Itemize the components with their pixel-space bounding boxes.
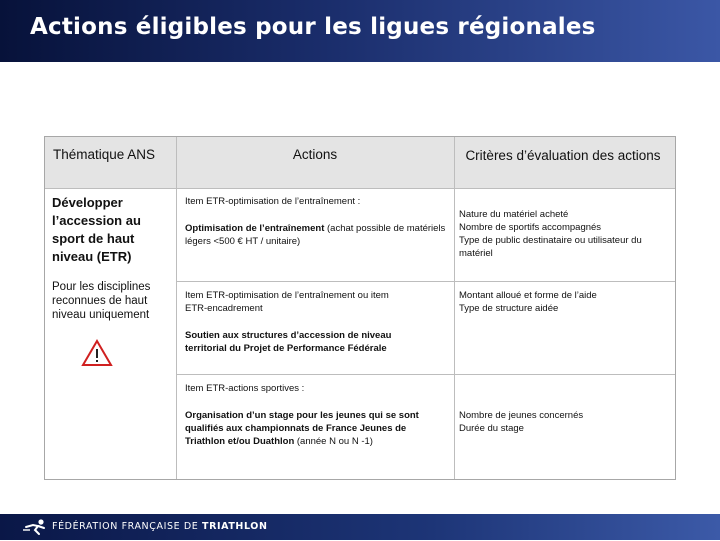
- row-divider: [176, 281, 675, 282]
- criteria-row-1: [459, 208, 669, 260]
- theme-title: Développer l’accession au sport de haut niveau (ETR): [52, 195, 141, 264]
- row-divider: [176, 374, 675, 375]
- footer-bar: [0, 514, 720, 540]
- action-title: Item ETR-optimisation de l’entraînement ou item ETR-encadrement: [185, 290, 389, 314]
- action-detail: (achat possible de matériels légers <500 € HT / unitaire): [185, 223, 446, 247]
- action-bold: Organisation d’un stage pour les jeunes qui se sont qualifiés aux championnats de France Jeunes de Triathlon et/ou Duathlon: [185, 410, 419, 447]
- eligibility-table: [44, 136, 676, 480]
- criteria-row-2: [459, 289, 669, 315]
- criteria-item: Montant alloué et forme de l’aide: [459, 290, 597, 301]
- criteria-item: Nombre de sportifs accompagnés: [459, 222, 602, 233]
- action-title: Item ETR-actions sportives :: [185, 383, 305, 394]
- action-description: [185, 409, 441, 448]
- federation-bold: TRIATHLON: [201, 521, 268, 532]
- action-row-1: [185, 195, 447, 248]
- title-bar: [0, 0, 720, 62]
- triathlon-runner-logo-icon: [22, 518, 48, 536]
- criteria-item: Type de structure aidée: [459, 303, 559, 314]
- criteria-item: Durée du stage: [459, 423, 524, 434]
- criteria-item: Nature du matériel acheté: [459, 209, 569, 220]
- action-bold: Soutien aux structures d’accession de niveau territorial du Projet de Performance Fédérale: [185, 330, 392, 354]
- federation-prefix: FÉDÉRATION FRANÇAISE DE: [52, 521, 202, 532]
- action-description: [185, 222, 447, 248]
- criteria-item: Type de public destinataire ou utilisateur du matériel: [459, 235, 642, 259]
- federation-name: [52, 521, 268, 532]
- action-description: [185, 329, 433, 355]
- action-detail: (année N ou N -1): [294, 436, 373, 447]
- action-row-2: [185, 289, 447, 355]
- action-row-3: [185, 382, 447, 448]
- criteria-item: Nombre de jeunes concernés: [459, 410, 584, 421]
- header-actions: Actions: [181, 147, 449, 162]
- header-criteres: Critères d’évaluation des actions: [463, 147, 663, 165]
- row-divider: [45, 188, 675, 189]
- warning-triangle-icon: [81, 339, 113, 367]
- action-bold: Optimisation de l’entraînement: [185, 223, 325, 234]
- theme-note: Pour les disciplines reconnues de haut niveau uniquement: [52, 281, 151, 321]
- criteria-row-3: [459, 409, 669, 435]
- action-title: Item ETR-optimisation de l’entraînement :: [185, 196, 361, 207]
- header-thematique: Thématique ANS: [53, 147, 177, 167]
- page-title: Actions éligibles pour les ligues régionales: [30, 14, 596, 40]
